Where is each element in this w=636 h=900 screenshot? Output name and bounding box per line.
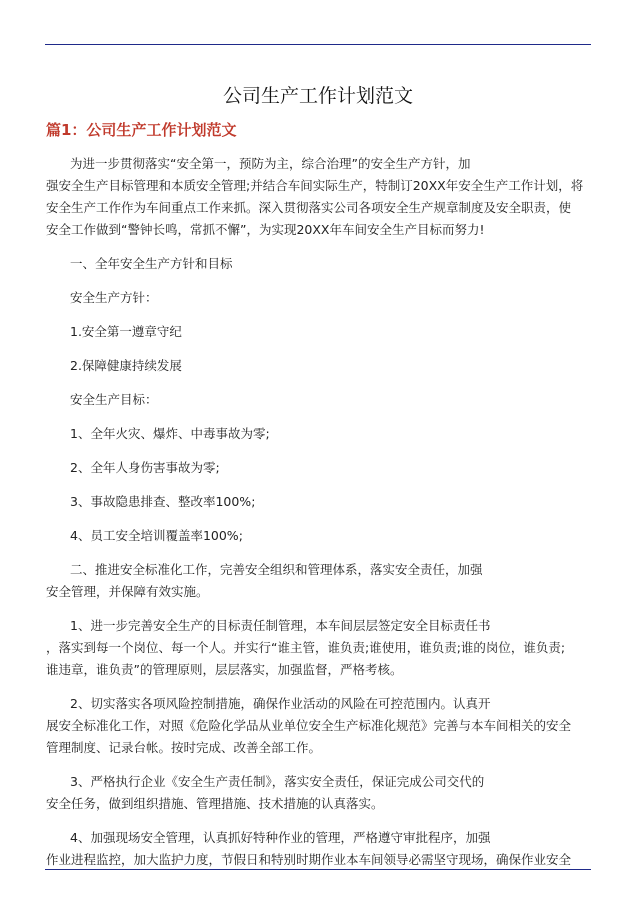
- text-line: 为进一步贯彻落实“安全第一，预防为主，综合治理”的安全生产方针，加: [70, 156, 471, 171]
- header-rule: [45, 44, 591, 45]
- text-line: 强安全生产目标管理和本质安全管理;并结合车间实际生产，特制订20XX年安全生产工作计划，将: [46, 178, 584, 193]
- document-title: 公司生产工作计划范文: [222, 85, 413, 107]
- text-line: 安全工作做到“警钟长鸣，常抓不懈”，为实现20XX年车间安全生产目标而努力!: [46, 222, 485, 237]
- paragraph-intro: [46, 153, 594, 241]
- goal-item: 1、全年火灾、爆炸、中毒事故为零;: [70, 426, 270, 441]
- label-safety-policy: 安全生产方针：: [70, 290, 158, 305]
- footer-rule: [45, 869, 591, 870]
- text-line: 1、进一步完善安全生产的目标责任制管理，本车间层层签定安全目标责任书: [70, 618, 491, 633]
- subheading-standardization: [46, 559, 594, 603]
- text-line: 展安全标准化工作，对照《危险化学品从业单位安全生产标准化规范》完善与本车间相关的安全: [46, 718, 572, 733]
- text-line: 二、推进安全标准化工作，完善安全组织和管理体系，落实安全责任，加强: [70, 562, 483, 577]
- text-line: 安全生产工作作为车间重点工作来抓。深入贯彻落实公司各项安全生产规章制度及安全职责，使: [46, 200, 572, 215]
- document-body: [46, 153, 594, 883]
- text-line: 2、切实落实各项风险控制措施，确保作业活动的风险在可控范围内。认真开: [70, 696, 491, 711]
- text-line: 作业进程监控，加大监护力度，节假日和特别时期作业本车间领导必需坚守现场，确保作业安全: [46, 852, 572, 867]
- paragraph-item-1: [46, 615, 594, 681]
- text-line: 安全管理，并保障有效实施。: [46, 584, 209, 599]
- paragraph-item-2: [46, 693, 594, 759]
- subheading-policy-goals: 一、全年安全生产方针和目标: [70, 256, 233, 271]
- text-line: 管理制度、记录台帐。按时完成、改善全部工作。: [46, 740, 322, 755]
- text-line: ，落实到每一个岗位、每一个人。并实行“谁主管，谁负责;谁使用，谁负责;谁的岗位，谁负责;: [46, 640, 566, 655]
- text-line: 谁违章，谁负责”的管理原则，层层落实，加强监督，严格考核。: [46, 662, 403, 677]
- paragraph-item-4: [46, 827, 594, 871]
- goal-item: 4、员工安全培训覆盖率100%;: [70, 528, 243, 543]
- goal-item: 3、事故隐患排查、整改率100%;: [70, 494, 256, 509]
- paragraph-item-3: [46, 771, 594, 815]
- section-heading: 篇1：公司生产工作计划范文: [46, 121, 237, 139]
- text-line: 安全任务，做到组织措施、管理措施、技术措施的认真落实。: [46, 796, 384, 811]
- goal-item: 2、全年人身伤害事故为零;: [70, 460, 220, 475]
- policy-item: 1.安全第一遵章守纪: [70, 324, 182, 339]
- text-line: 4、加强现场安全管理，认真抓好特种作业的管理，严格遵守审批程序，加强: [70, 830, 491, 845]
- label-safety-goals: 安全生产目标：: [70, 392, 158, 407]
- text-line: 3、严格执行企业《安全生产责任制》，落实安全责任，保证完成公司交代的: [70, 774, 485, 789]
- policy-item: 2.保障健康持续发展: [70, 358, 182, 373]
